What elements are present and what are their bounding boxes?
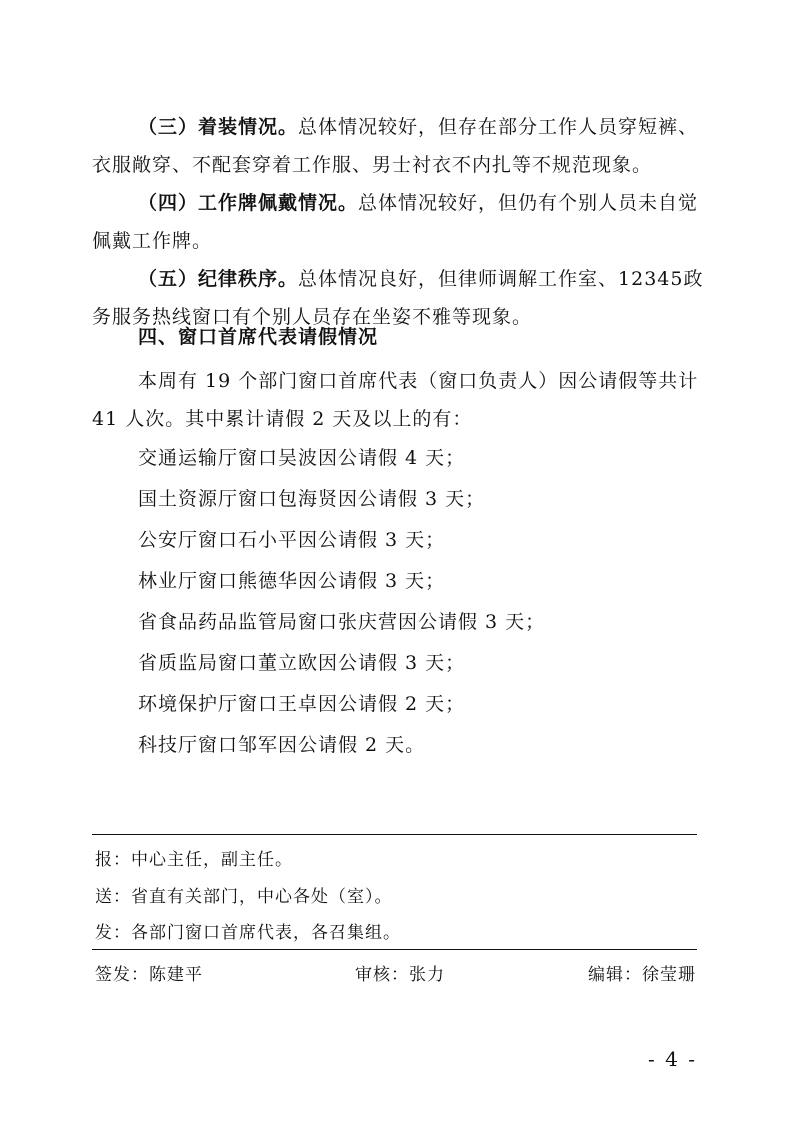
signer: 签发：陈建平 [95, 965, 203, 985]
leave-summary: 本周有 19 个部门窗口首席代表（窗口负责人）因公请假等共计 41 人次。其中累计请假 2 天及以上的有： [92, 370, 699, 430]
distribution-report: 报：中心主任，副主任。 [95, 850, 293, 870]
divider-top [92, 834, 697, 835]
list-item: 交通运输厅窗口吴波因公请假 4 天； [138, 447, 466, 469]
page-number: - 4 - [648, 1047, 697, 1071]
section-attire-text: 总体情况较好，但存在部分工作人员穿短裤、衣服敞穿、不配套穿着工作服、男士衬衣不内扎等不规范现象。 [92, 116, 699, 176]
list-item: 国土资源厅窗口包海贤因公请假 3 天； [138, 488, 486, 510]
leave-list [138, 438, 545, 766]
section-badge [92, 184, 704, 260]
section-badge-title: （四）工作牌佩戴情况。 [138, 192, 359, 214]
list-item: 公安厅窗口石小平因公请假 3 天； [138, 529, 446, 551]
section-attire [92, 108, 704, 184]
editor: 编辑：徐莹珊 [588, 965, 696, 985]
list-item: 环境保护厅窗口王卓因公请假 2 天； [138, 693, 466, 715]
distribution-issue: 发：各部门窗口首席代表，各召集组。 [95, 923, 401, 943]
list-item: 省质监局窗口董立欧因公请假 3 天； [138, 652, 466, 674]
distribution-send: 送：省直有关部门，中心各处（室）。 [95, 887, 393, 907]
list-item: 林业厅窗口熊德华因公请假 3 天； [138, 570, 446, 592]
section-heading-leave: 四、窗口首席代表请假情况 [138, 326, 379, 348]
section-discipline-title: （五）纪律秩序。 [138, 268, 299, 290]
section-discipline-text: 总体情况良好，但律师调解工作室、12345政务服务热线窗口有个别人员存在坐姿不雅等现象。 [92, 268, 704, 328]
list-item: 省食品药品监管局窗口张庆营因公请假 3 天； [138, 611, 546, 633]
section-badge-text: 总体情况较好，但仍有个别人员未自觉佩戴工作牌。 [92, 192, 699, 252]
list-item: 科技厅窗口邹军因公请假 2 天。 [138, 734, 426, 756]
reviewer: 审核：张力 [355, 965, 445, 985]
divider-bottom [92, 949, 697, 950]
section-attire-title: （三）着装情况。 [138, 116, 299, 138]
